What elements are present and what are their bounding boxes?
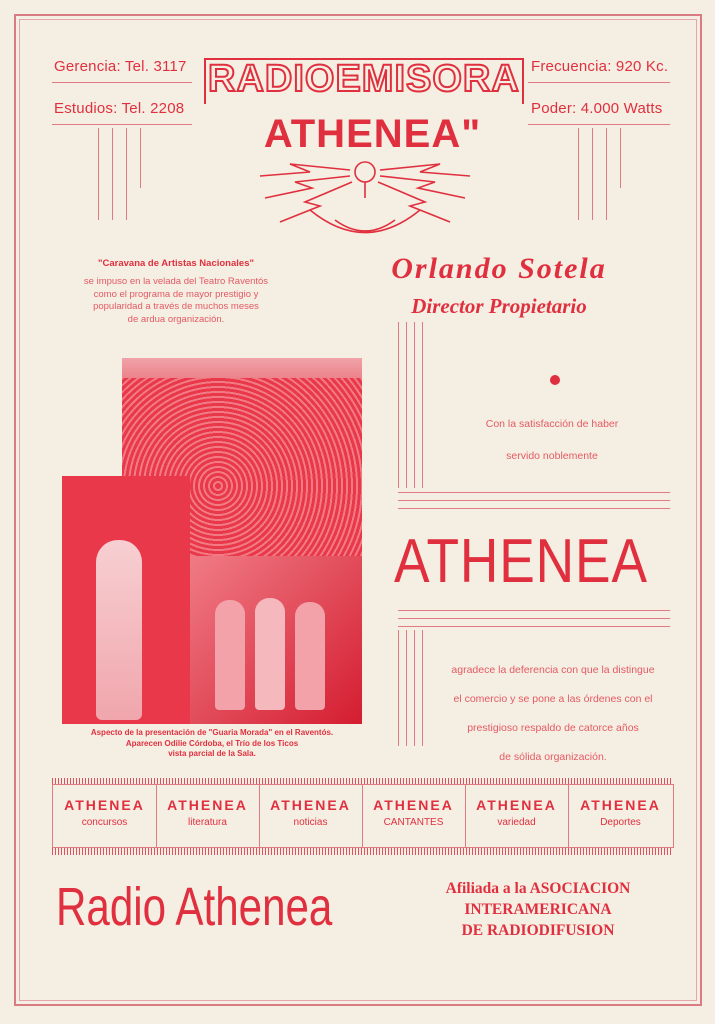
- divider: [398, 500, 670, 501]
- divider: [398, 626, 670, 627]
- tile-subtitle: concursos: [81, 817, 128, 828]
- tile-title: ATHENEA: [580, 797, 661, 813]
- tile-literatura: [156, 785, 260, 847]
- tile-title: ATHENEA: [270, 797, 351, 813]
- deco-line: [406, 630, 407, 746]
- photo-caption: [62, 728, 362, 760]
- tile-subtitle: literatura: [188, 817, 227, 828]
- tile-title: ATHENEA: [476, 797, 557, 813]
- thanks-line: de sólida organización.: [499, 751, 607, 763]
- deco-line: [422, 630, 423, 746]
- divider: [398, 610, 670, 611]
- thanks-line: prestigioso respaldo de catorce años: [467, 722, 639, 734]
- divider: [528, 82, 670, 83]
- tile-noticias: [259, 785, 363, 847]
- director-name: Orlando Sotela: [391, 252, 607, 285]
- tile-subtitle: Deportes: [600, 817, 641, 828]
- deco-line: [606, 128, 607, 220]
- deco-line: [398, 322, 399, 488]
- thanks-line: el comercio y se pone a las órdenes con el: [453, 693, 653, 705]
- affiliation-line: DE RADIODIFUSION: [461, 922, 615, 939]
- musician-figure: [215, 600, 245, 710]
- tile-title: ATHENEA: [373, 797, 454, 813]
- director-role: Director Propietario: [411, 294, 587, 318]
- logo-radioemisora: RADIOEMISORA: [208, 58, 520, 100]
- tile-cantantes: [362, 785, 466, 847]
- musician-figure: [255, 598, 285, 710]
- radio-athenea-title: Radio Athenea: [56, 877, 333, 937]
- estudios-phone: Estudios: Tel. 2208: [54, 100, 185, 117]
- caption-line: vista parcial de la Sala.: [168, 749, 256, 758]
- logo-athenea: ATHENEA": [263, 112, 482, 156]
- deco-line: [140, 128, 141, 188]
- deco-line: [414, 322, 415, 488]
- tile-variedad: [465, 785, 569, 847]
- caravana-line: popularidad a través de muchos meses: [93, 301, 259, 312]
- affiliation-line: Afiliada a la ASOCIACION: [445, 880, 631, 897]
- tile-subtitle: noticias: [293, 817, 328, 828]
- poder: Poder: 4.000 Watts: [531, 100, 663, 117]
- deco-line: [98, 128, 99, 220]
- gerencia-phone: Gerencia: Tel. 3117: [54, 58, 187, 75]
- tile-title: ATHENEA: [64, 797, 145, 813]
- deco-line: [112, 128, 113, 220]
- deco-line: [422, 322, 423, 488]
- deco-line: [620, 128, 621, 188]
- caption-line: Aspecto de la presentación de "Guaria Morada" en el Raventós.: [90, 728, 334, 737]
- program-tiles: [52, 784, 674, 848]
- microphone-lightning-icon: [250, 150, 480, 245]
- athenea-heading: ATHENEA: [394, 527, 648, 596]
- hatch-border: [52, 848, 672, 855]
- deco-line: [406, 322, 407, 488]
- caravana-line: como el programa de mayor prestigio y: [93, 288, 259, 300]
- musician-figure: [295, 602, 325, 710]
- affiliation-text: [408, 878, 668, 941]
- caption-line: Aparecen Odilie Córdoba, el Trío de los Ticos: [125, 738, 299, 748]
- divider: [528, 124, 670, 125]
- singer-figure: [96, 540, 142, 720]
- frecuencia: Frecuencia: 920 Kc.: [531, 58, 669, 75]
- divider: [52, 82, 192, 83]
- bullet-dot: [550, 375, 560, 385]
- caravana-title: "Caravana de Artistas Nacionales": [98, 258, 254, 269]
- caravana-line: de ardua organización.: [127, 313, 225, 325]
- thanks-line: agradece la deferencia con que la distingue: [451, 664, 655, 676]
- satisfaction-line1: Con la satisfacción de haber: [485, 418, 619, 430]
- tile-subtitle: variedad: [497, 817, 536, 828]
- deco-line: [398, 630, 399, 746]
- deco-line: [578, 128, 579, 220]
- tile-subtitle: CANTANTES: [383, 817, 444, 828]
- divider: [398, 508, 670, 509]
- caravana-text: [52, 276, 300, 326]
- thanks-text: [428, 656, 678, 772]
- tile-deportes: [568, 785, 673, 847]
- satisfaction-line2: servido noblemente: [506, 450, 598, 462]
- divider: [398, 618, 670, 619]
- tile-concursos: [53, 785, 157, 847]
- deco-line: [592, 128, 593, 220]
- deco-line: [126, 128, 127, 220]
- divider: [398, 492, 670, 493]
- caravana-line: se impuso en la velada del Teatro Raventós: [83, 276, 269, 287]
- deco-line: [414, 630, 415, 746]
- tile-title: ATHENEA: [167, 797, 248, 813]
- divider: [52, 124, 192, 125]
- affiliation-line: INTERAMERICANA: [464, 901, 612, 918]
